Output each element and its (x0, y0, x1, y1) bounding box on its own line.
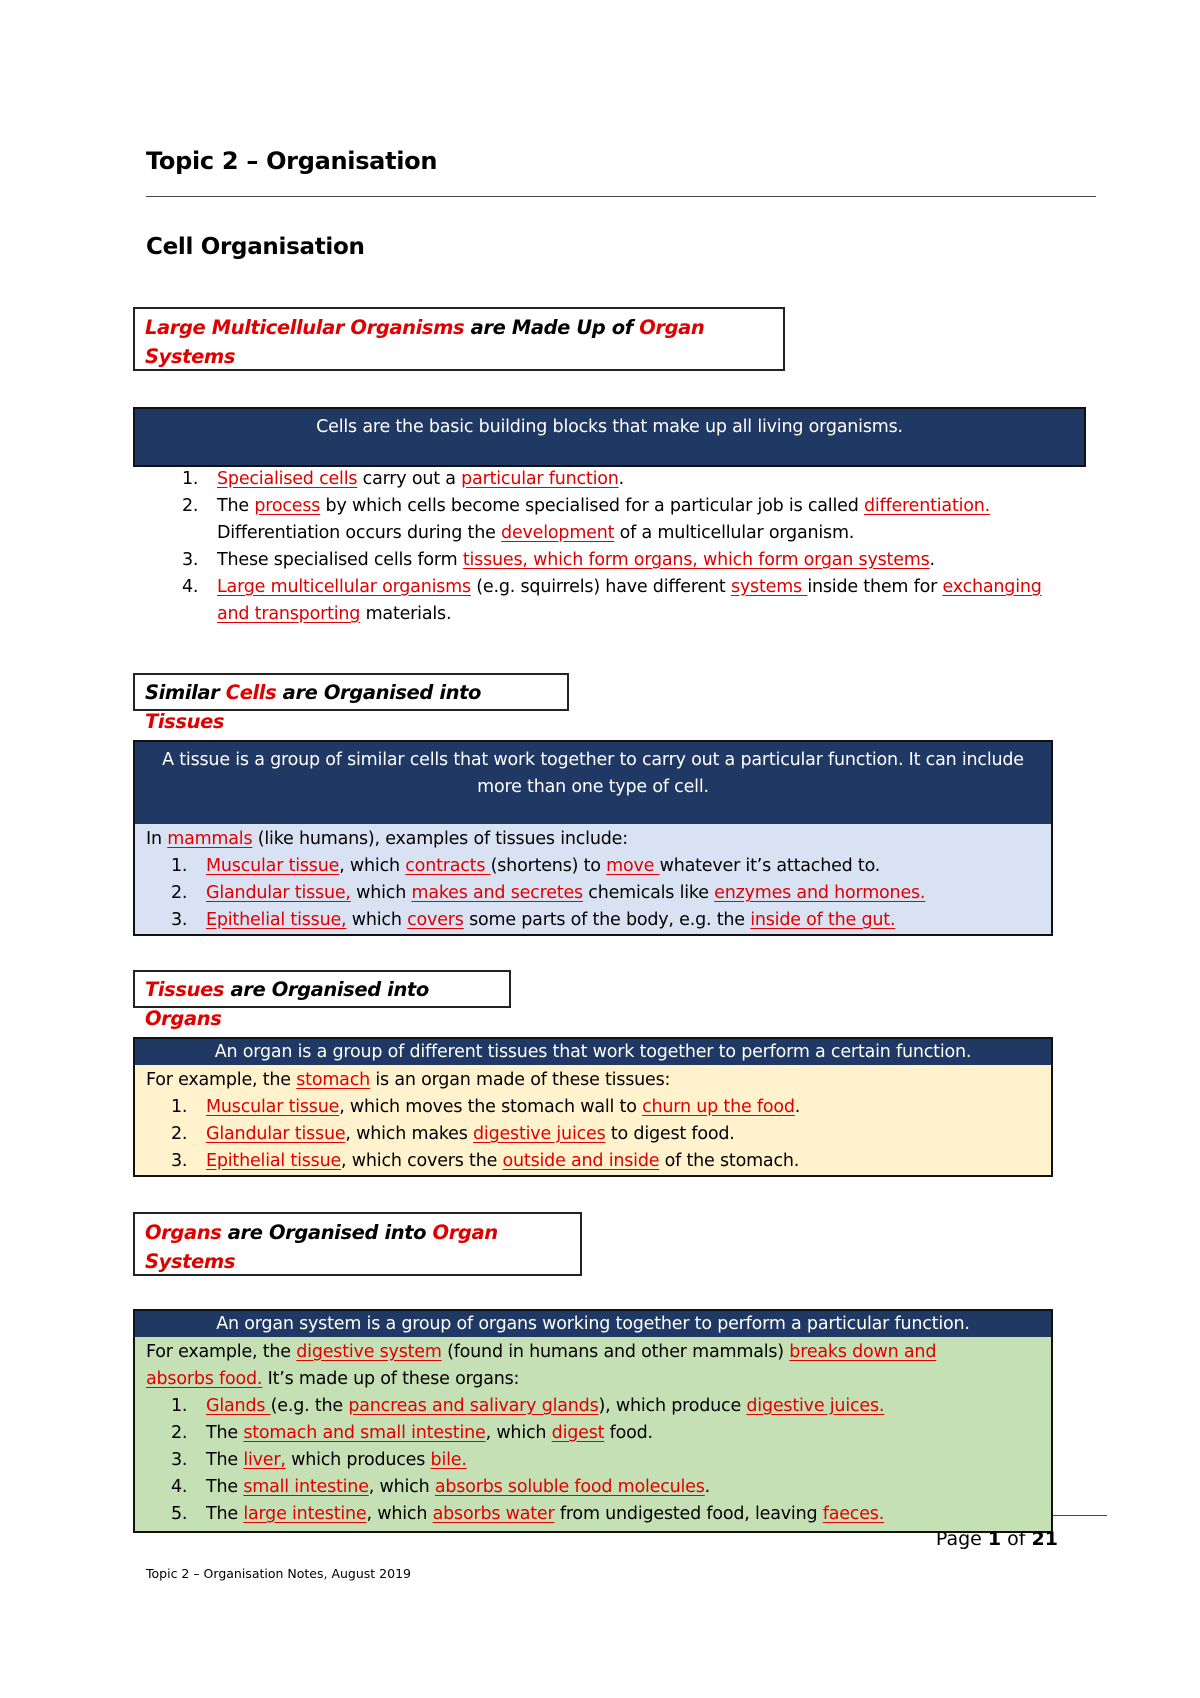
definition-text: Cells are the basic building blocks that make up all living organisms. (316, 417, 903, 437)
text-run: are Organised into (221, 1221, 433, 1244)
highlighted-term: Tissues (145, 710, 225, 733)
list-number: 4. (171, 1477, 188, 1497)
highlighted-term: Glandular tissue (206, 1124, 346, 1144)
text-run: (shortens) to (490, 856, 607, 876)
highlighted-term: Epithelial tissue, (206, 910, 347, 930)
highlighted-term: stomach (296, 1070, 371, 1090)
text-run: The (217, 496, 255, 516)
subheading-text (145, 681, 481, 733)
highlighted-term: particular function (461, 469, 619, 489)
definition-text: An organ is a group of different tissues that work together to perform a certain function. (214, 1042, 972, 1062)
list-number: 2. (171, 883, 188, 903)
list-number: 1. (171, 1097, 188, 1117)
numbered-list (146, 466, 1076, 628)
list-number: 3. (171, 910, 188, 930)
text-run: ), which produce (598, 1396, 747, 1416)
list-item (146, 547, 1076, 574)
list-item (135, 853, 1051, 880)
highlighted-term: systems (730, 577, 808, 597)
list-item (135, 1393, 1051, 1420)
section-heading: Cell Organisation (146, 234, 365, 260)
text-run: The (206, 1423, 244, 1443)
list-item (135, 880, 1051, 907)
highlighted-term: small intestine (243, 1477, 369, 1497)
numbered-list (135, 1094, 1051, 1175)
text-run: Differentiation occurs during the (217, 523, 502, 543)
highlighted-term: covers (407, 910, 464, 930)
list-number: 5. (171, 1504, 188, 1524)
list-number: 2. (182, 496, 199, 516)
text-run: The (206, 1504, 244, 1524)
subheading-box-organs (133, 970, 511, 1030)
text-run: of a multicellular organism. (614, 523, 855, 543)
highlighted-term: Organ Systems (145, 1221, 498, 1273)
highlighted-term: Organs (145, 1007, 222, 1030)
highlighted-term: Organ Systems (145, 316, 705, 368)
tissue-examples-panel (133, 824, 1053, 936)
text-run: are Organised into (224, 978, 429, 1001)
text-run: The (206, 1450, 244, 1470)
highlighted-term: Glands (206, 1396, 271, 1416)
text-run: some parts of the body, e.g. the (463, 910, 751, 930)
text-run: carry out a (357, 469, 462, 489)
highlighted-term: absorbs soluble food molecules (434, 1477, 705, 1497)
text-run: chemicals like (582, 883, 715, 903)
text-run: to digest food. (605, 1124, 735, 1144)
text-run: For example, the (146, 1070, 297, 1090)
text-run: . (704, 1477, 711, 1497)
panel-intro (135, 1067, 1051, 1094)
highlighted-term: move (606, 856, 660, 876)
list-item (135, 1121, 1051, 1148)
page-title: Topic 2 – Organisation (146, 147, 438, 175)
page-label: Page (935, 1528, 982, 1550)
highlighted-term: liver, (243, 1450, 286, 1470)
highlighted-term: Large multicellular organisms (217, 577, 471, 597)
text-run: of the stomach. (659, 1151, 800, 1171)
highlighted-term: process (254, 496, 321, 516)
list-number: 1. (171, 1396, 188, 1416)
highlighted-term: faeces. (822, 1504, 885, 1524)
highlighted-term: bile. (430, 1450, 467, 1470)
subheading-text (145, 1221, 498, 1273)
list-item (135, 1094, 1051, 1121)
text-run: (e.g. squirrels) have different (470, 577, 731, 597)
text-run: These specialised cells form (217, 550, 463, 570)
list-item (135, 1420, 1051, 1447)
text-run: are Organised into (276, 681, 482, 704)
text-run: inside them for (807, 577, 943, 597)
list-item (146, 574, 1076, 628)
text-run: In (146, 829, 168, 849)
highlighted-term: Muscular tissue (206, 856, 340, 876)
text-run: (e.g. the (270, 1396, 349, 1416)
highlighted-term: churn up the food (642, 1097, 795, 1117)
highlighted-term: outside and inside (502, 1151, 660, 1171)
text-run: Similar (145, 681, 226, 704)
highlighted-term: digestive juices (473, 1124, 606, 1144)
highlighted-term: digestive system (296, 1342, 442, 1362)
list-number: 1. (182, 469, 199, 489)
definition-banner-cells (133, 407, 1086, 467)
highlighted-term: large intestine (243, 1504, 367, 1524)
text-run: , which (368, 1477, 435, 1497)
highlighted-term: absorbs water (432, 1504, 555, 1524)
text-run: . (929, 550, 935, 570)
highlighted-term: Epithelial tissue (206, 1151, 342, 1171)
definition-text: A tissue is a group of similar cells that work together to carry out a particular function. It can include more than one type of cell. (162, 750, 1024, 797)
footer-note: Topic 2 – Organisation Notes, August 2019 (146, 1566, 411, 1581)
highlighted-term: inside of the gut. (750, 910, 896, 930)
text-run: For example, the (146, 1342, 297, 1362)
page-of: of (1007, 1528, 1026, 1550)
list-item (135, 907, 1051, 934)
list-item (135, 1474, 1051, 1501)
panel-intro (135, 1339, 1051, 1393)
highlighted-term: mammals (167, 829, 253, 849)
highlighted-term: development (501, 523, 615, 543)
highlighted-term: exchanging and transporting (217, 577, 1042, 624)
highlighted-term: stomach and small intestine (243, 1423, 486, 1443)
text-run: , which (485, 1423, 552, 1443)
list-number: 3. (171, 1151, 188, 1171)
highlighted-term: Specialised cells (217, 469, 358, 489)
panel-intro (135, 826, 1051, 853)
definition-text: An organ system is a group of organs working together to perform a particular function. (216, 1314, 970, 1334)
text-run: which produces (285, 1450, 431, 1470)
highlighted-term: Large Multicellular Organisms (145, 316, 465, 339)
definition-banner-organ (133, 1037, 1053, 1067)
text-run: food. (604, 1423, 653, 1443)
footer-rule (1053, 1515, 1107, 1516)
numbered-list (135, 1393, 1051, 1528)
organ-examples-panel (133, 1065, 1053, 1177)
text-run: materials. (360, 604, 452, 624)
text-run: which (350, 883, 412, 903)
text-run: by which cells become specialised for a particular job is called (320, 496, 864, 516)
text-run: is an organ made of these tissues: (370, 1070, 671, 1090)
highlighted-term: Muscular tissue (206, 1097, 340, 1117)
highlighted-term: enzymes and hormones. (714, 883, 926, 903)
highlighted-term: makes and secretes (411, 883, 583, 903)
subheading-box-organ-systems-2 (133, 1212, 582, 1276)
page-total: 21 (1031, 1528, 1058, 1550)
subheading-box-tissues (133, 673, 569, 733)
text-run: . (794, 1097, 801, 1117)
highlighted-term: tissues, which form organs, which form organ systems (462, 550, 930, 570)
page-number (936, 1528, 1058, 1550)
subheading-text (145, 978, 429, 1030)
organ-system-examples-panel (133, 1337, 1053, 1533)
highlighted-term: digest (551, 1423, 605, 1443)
highlighted-term: differentiation. (863, 496, 991, 516)
subheading-box-organ-systems (133, 307, 785, 371)
cells-list (146, 466, 1076, 628)
list-item (135, 1501, 1051, 1528)
text-run: . (618, 469, 625, 489)
subheading-text (145, 316, 704, 368)
highlighted-term: pancreas and salivary glands (348, 1396, 599, 1416)
highlighted-term: Organs (145, 1221, 222, 1244)
highlighted-term: contracts (405, 856, 491, 876)
numbered-list (135, 853, 1051, 934)
list-number: 4. (182, 577, 199, 597)
text-run: , which (366, 1504, 433, 1524)
definition-banner-organ-system (133, 1309, 1053, 1339)
definition-banner-tissue (133, 740, 1053, 826)
list-number: 3. (171, 1450, 188, 1470)
list-item (146, 466, 1076, 493)
list-item (146, 493, 1076, 547)
list-number: 2. (171, 1423, 188, 1443)
highlighted-term: breaks down and absorbs food. (146, 1342, 937, 1389)
text-run: The (206, 1477, 244, 1497)
text-run: It’s made up of these organs: (262, 1369, 520, 1389)
list-number: 1. (171, 856, 188, 876)
text-run: (found in humans and other mammals) (441, 1342, 790, 1362)
text-run: which (346, 910, 408, 930)
list-number: 2. (171, 1124, 188, 1144)
list-number: 3. (182, 550, 199, 570)
text-run: whatever it’s attached to. (659, 856, 881, 876)
list-item (135, 1447, 1051, 1474)
text-run: , which makes (345, 1124, 474, 1144)
text-run: , which moves the stomach wall to (339, 1097, 643, 1117)
highlighted-term: digestive juices. (746, 1396, 885, 1416)
text-run: , which (339, 856, 406, 876)
highlighted-term: Cells (225, 681, 277, 704)
highlighted-term: Glandular tissue, (206, 883, 351, 903)
text-run: , which covers the (341, 1151, 503, 1171)
highlighted-term: Tissues (145, 978, 225, 1001)
text-run: (like humans), examples of tissues include: (252, 829, 628, 849)
page-current: 1 (987, 1528, 1002, 1550)
list-item (135, 1148, 1051, 1175)
title-rule (146, 196, 1096, 197)
text-run: are Made Up of (464, 316, 640, 339)
text-run: from undigested food, leaving (554, 1504, 823, 1524)
